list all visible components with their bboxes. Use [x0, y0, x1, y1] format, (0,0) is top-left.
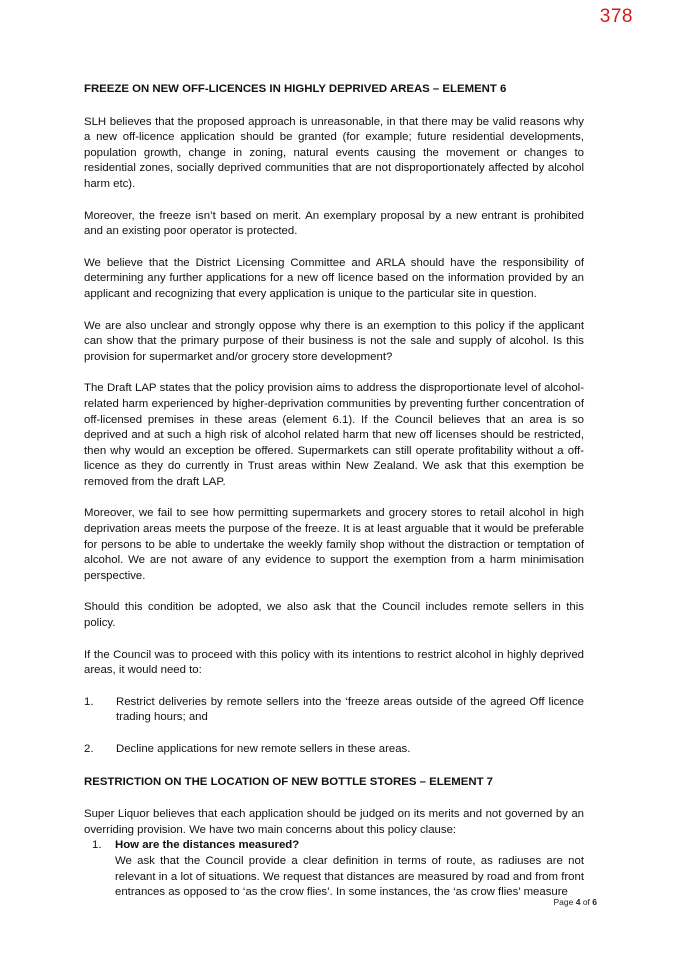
list-number: 1. — [92, 839, 102, 852]
list-body — [115, 838, 584, 900]
paragraph: Moreover, we fail to see how permitting supermarkets and grocery stores to retail alcohol in high deprivation areas meets the purpose of the freeze. It is at least arguable that it would be preferable for persons to be able to undertake the weekly family shop without the distraction or temptation of alcohol. We are not aware of any evidence to support the exemption from a harm minimisation perspective. — [84, 507, 584, 582]
page-footer — [554, 897, 598, 907]
paragraph: We believe that the District Licensing Committee and ARLA should have the responsibility of determining any further applications for a new off licence based on the information provided by an applicant and recognizing that every application is unique to the particular site in question. — [84, 256, 584, 300]
list-item-title: How are the distances measured? — [115, 839, 300, 852]
list-number: 1. — [84, 695, 94, 708]
list-text: Restrict deliveries by remote sellers into the ‘freeze areas outside of the agreed Off licence trading hours; and — [116, 695, 584, 724]
list-item — [92, 838, 584, 900]
paragraph: If the Council was to proceed with this policy with its intentions to restrict alcohol in highly deprived areas, it would need to: — [84, 648, 584, 677]
paragraph: Moreover, the freeze isn’t based on merit. An exemplary proposal by a new entrant is prohibited and an existing poor operator is protected. — [84, 209, 584, 238]
section-heading-element-7: RESTRICTION ON THE LOCATION OF NEW BOTTLE STORES – ELEMENT 7 — [84, 775, 494, 788]
document-body — [84, 82, 584, 901]
paragraph: We are also unclear and strongly oppose why there is an exemption to this policy if the applicant can show that the primary purpose of their business is not the sale and supply of alcohol. Is this provision for supermarket and/or grocery store development? — [84, 319, 584, 363]
section-heading-element-6: FREEZE ON NEW OFF-LICENCES IN HIGHLY DEPRIVED AREAS – ELEMENT 6 — [84, 83, 507, 95]
list-item — [84, 742, 584, 758]
page-number-stamp: 378 — [599, 6, 633, 27]
footer-total-pages: 6 — [592, 897, 597, 907]
paragraph: SLH believes that the proposed approach is unreasonable, in that there may be valid reasons why a new off-licence application should be granted (for example; future residential developments, population growth, change in zoning, natural events causing the movement or changes to residential zones, socially deprived communities that are not disproportionately affected by alcohol harm etc). — [84, 115, 584, 190]
footer-current-page: 4 — [575, 897, 581, 907]
paragraph: Should this condition be adopted, we also ask that the Council includes remote sellers in this policy. — [84, 601, 584, 630]
list-text: We ask that the Council provide a clear definition in terms of route, as radiuses are not relevant in a lot of situations. We request that distances are measured by road and from front entrances as opposed to ‘as the crow flies’. In some instances, the ‘as crow flies’ measure — [115, 854, 584, 899]
paragraph: Super Liquor believes that each application should be judged on its merits and not governed by an overriding provision. We have two main concerns about this policy clause: — [84, 808, 584, 836]
list-number: 2. — [84, 743, 94, 755]
paragraph: The Draft LAP states that the policy provision aims to address the disproportionate level of alcohol-related harm experienced by higher-deprivation communities by preventing further concentration of off-licensed premises in these areas (element 6.1). If the Council believes that an area is so deprived and at such a high risk of alcohol related harm that new off licenses should be restricted, then why would an exception be offered. Supermarkets can still operate profitability without a off-licence as they do currently in Trust areas within New Zealand. We ask that this exemption be removed from the draft LAP. — [84, 382, 584, 488]
list-item — [84, 695, 584, 726]
footer-middle: of — [580, 897, 593, 907]
footer-prefix: Page — [553, 897, 576, 907]
list-text: Decline applications for new remote sellers in these areas. — [116, 743, 411, 755]
